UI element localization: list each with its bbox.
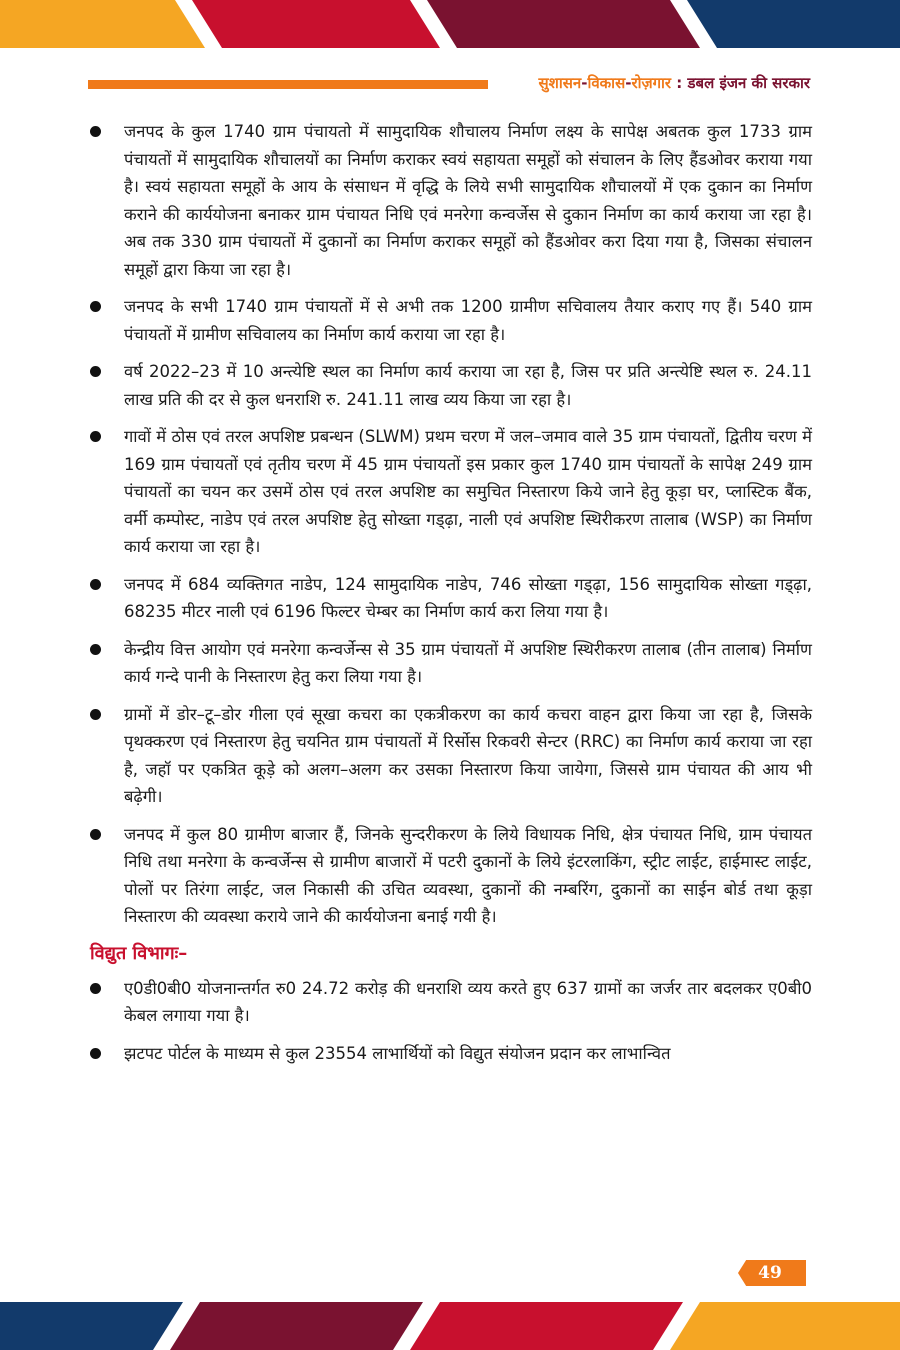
bottom-decorative-band [0,1302,900,1350]
bullet-item: ग्रामों में डोर–टू–डोर गीला एवं सूखा कचरा का एकत्रीकरण का कार्य कचरा वाहन द्वारा किया जा रहा है, जिसके पृथक्करण एवं निस्तारण हेतु चयनित ग्राम पंचायतों में रिर्सोस रिकवरी सेन्टर (RRC) का निर्माण कार्य कराया जा रहा है, जहॉ पर एकत्रित कूड़े को अलग–अलग कर उसका निस्तारण किया जायेगा, जिससे ग्राम पंचायत की आय भी बढ़ेगी। [90,701,812,811]
header-orange-line [88,80,488,89]
bullet-item: जनपद में कुल 80 ग्रामीण बाजार हैं, जिनके सुन्दरीकरण के लिये विधायक निधि, क्षेत्र पंचायत निधि, ग्राम पंचायत निधि तथा मनरेगा के कन्वर्जेन्स से ग्रामीण बाजारों में पटरी दुकानों के लिये इंटरलाकिंग, स्ट्रीट लाईट, हाईमास्ट लाईट, पोलों पर तिरंगा लाईट, जल निकासी की उचित व्यवस्था, दुकानों की नम्बरिंग, दुकानों का साईन बोर्ड तथा कूड़ा निस्तारण की व्यवस्था कराये जाने की कार्ययोजना बनाई गयी है। [90,821,812,931]
bullet-list [90,118,812,931]
bullet-item: गावों में ठोस एवं तरल अपशिष्ट प्रबन्धन (SLWM) प्रथम चरण में जल–जमाव वाले 35 ग्राम पंचायतों, द्वितीय चरण में 169 ग्राम पंचायतों एवं तृतीय चरण में 45 ग्राम पंचायतों इस प्रकार कुल 1740 ग्राम पंचायतों के सापेक्ष 249 ग्राम पंचायतों का चयन कर उसमें ठोस एवं तरल अपशिष्ट का समुचित निस्तारण किये जाने हेतु कूड़ा घर, प्लास्टिक बैंक, वर्मी कम्पोस्ट, नाडेप एवं तरल अपशिष्ट हेतु सोख्ता गड्ढ़ा, नाली एवं अपशिष्ट स्थिरीकरण तालाब (WSP) का निर्माण कार्य कराया जा रहा है। [90,423,812,561]
header-title [539,73,811,93]
main-content [90,118,812,1077]
header-title-sep2: - [625,74,632,92]
bullet-item: झटपट पोर्टल के माध्यम से कुल 23554 लाभार्थियों को विद्युत संयोजन प्रदान कर लाभान्वित [90,1040,812,1068]
header-title-part1: सुशासन [538,74,582,92]
electricity-bullet-list [90,975,812,1068]
bullet-item: जनपद के सभी 1740 ग्राम पंचायतों में से अभी तक 1200 ग्रामीण सचिवालय तैयार कराए गए हैं। 540 ग्राम पंचायतों में ग्रामीण सचिवालय का निर्माण कार्य कराया जा रहा है। [90,293,812,348]
header-title-part2: विकास [587,74,626,92]
bullet-item: जनपद में 684 व्यक्तिगत नाडेप, 124 सामुदायिक नाडेप, 746 सोख्ता गड्ढ़ा, 156 सामुदायिक सोख्ता गड्ढ़ा, 68235 मीटर नाली एवं 6196 फिल्टर चेम्बर का निर्माण कार्य करा लिया गया है। [90,571,812,626]
bullet-item: ए0डी0बी0 योजनान्तर्गत रु0 24.72 करोड़ की धनराशि व्यय करते हुए 637 ग्रामों का जर्जर तार बदलकर ए0बी0 केबल लगाया गया है। [90,975,812,1030]
bullet-item: वर्ष 2022–23 में 10 अन्त्येष्टि स्थल का निर्माण कार्य कराया जा रहा है, जिस पर प्रति अन्त्येष्टि स्थल रु. 24.11 लाख प्रति की दर से कुल धनराशि रु. 241.11 लाख व्यय किया जा रहा है। [90,358,812,413]
bullet-item: केन्द्रीय वित्त आयोग एवं मनरेगा कन्वर्जेन्स से 35 ग्राम पंचायतों में अपशिष्ट स्थिरीकरण तालाब (तीन तालाब) निर्माण कार्य गन्दे पानी के निस्तारण हेतु करा लिया गया है। [90,636,812,691]
header-title-sep1: - [581,74,588,92]
page-number: 49 [758,1263,782,1283]
header-title-part3: रोज़गार [631,74,672,92]
header-title-part4: : डबल इंजन की सरकार [671,74,810,92]
bullet-item: जनपद के कुल 1740 ग्राम पंचायतो में सामुदायिक शौचालय निर्माण लक्ष्य के सापेक्ष अबतक कुल 1733 ग्राम पंचायतों में सामुदायिक शौचालयों का निर्माण कराकर स्वयं सहायता समूहों को संचालन के लिए हैंडओवर कराया गया है। स्वयं सहायता समूहों के आय के संसाधन में वृद्धि के लिये सभी सामुदायिक शौचालयों में एक दुकान का निर्माण कराने की कार्ययोजना बनाकर ग्राम पंचायत निधि एवं मनरेगा कन्वर्जेस से दुकान निर्माण का कार्य कराया जा रहा है। अब तक 330 ग्राम पंचायतों में दुकानों का निर्माण कराकर समूहों को हैंडओवर करा दिया गया है, जिसका संचालन समूहों द्वारा किया जा रहा है। [90,118,812,283]
top-decorative-band [0,0,900,48]
section-heading-electricity: विद्युत विभागः– [90,942,188,964]
